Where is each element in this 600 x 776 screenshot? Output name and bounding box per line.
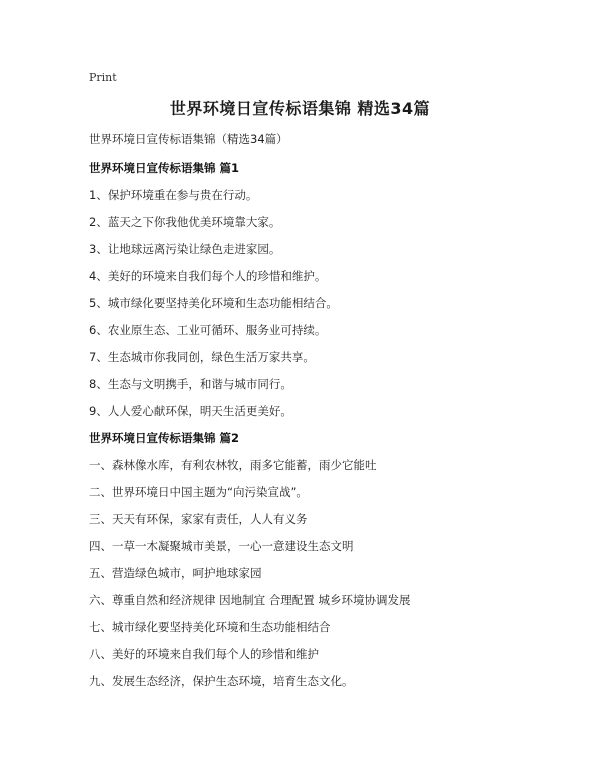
list-item: 八、美好的环境来自我们每个人的珍惜和维护: [89, 647, 319, 661]
list-item: 8、生态与文明携手，和谐与城市同行。: [89, 377, 292, 391]
list-item: 6、农业原生态、工业可循环、服务业可持续。: [89, 323, 327, 337]
list-item: 7、生态城市你我同创，绿色生活万家共享。: [89, 350, 315, 364]
list-item: 2、蓝天之下你我他优美环境靠大家。: [89, 215, 281, 229]
print-label: Print: [89, 71, 117, 84]
list-item: 9、人人爱心献环保，明天生活更美好。: [89, 404, 292, 418]
document-subtitle: 世界环境日宣传标语集锦（精选34篇）: [89, 132, 288, 146]
list-item: 一、森林像水库，有利农林牧，雨多它能蓄，雨少它能吐: [89, 458, 377, 472]
list-item: 5、城市绿化要坚持美化环境和生态功能相结合。: [89, 296, 338, 310]
list-item: 五、营造绿色城市，呵护地球家园: [89, 566, 262, 580]
list-item: 六、尊重自然和经济规律 因地制宜 合理配置 城乡环境协调发展: [89, 593, 411, 607]
list-item: 四、一草一木凝聚城市美景，一心一意建设生态文明: [89, 539, 354, 553]
page-title: 世界环境日宣传标语集锦 精选34篇: [169, 99, 431, 118]
list-item: 三、天天有环保，家家有责任，人人有义务: [89, 512, 308, 526]
section-heading-2: 世界环境日宣传标语集锦 篇2: [89, 431, 240, 445]
list-item: 1、保护环境重在参与贵在行动。: [89, 188, 258, 202]
list-item: 4、美好的环境来自我们每个人的珍惜和维护。: [89, 269, 327, 283]
section-heading-1: 世界环境日宣传标语集锦 篇1: [89, 161, 240, 175]
list-item: 七、城市绿化要坚持美化环境和生态功能相结合: [89, 620, 331, 634]
list-item: 3、让地球远离污染让绿色走进家园。: [89, 242, 281, 256]
list-item: 九、发展生态经济，保护生态环境，培育生态文化。: [89, 674, 354, 688]
list-item: 二、世界环境日中国主题为“向污染宣战”。: [89, 485, 308, 499]
